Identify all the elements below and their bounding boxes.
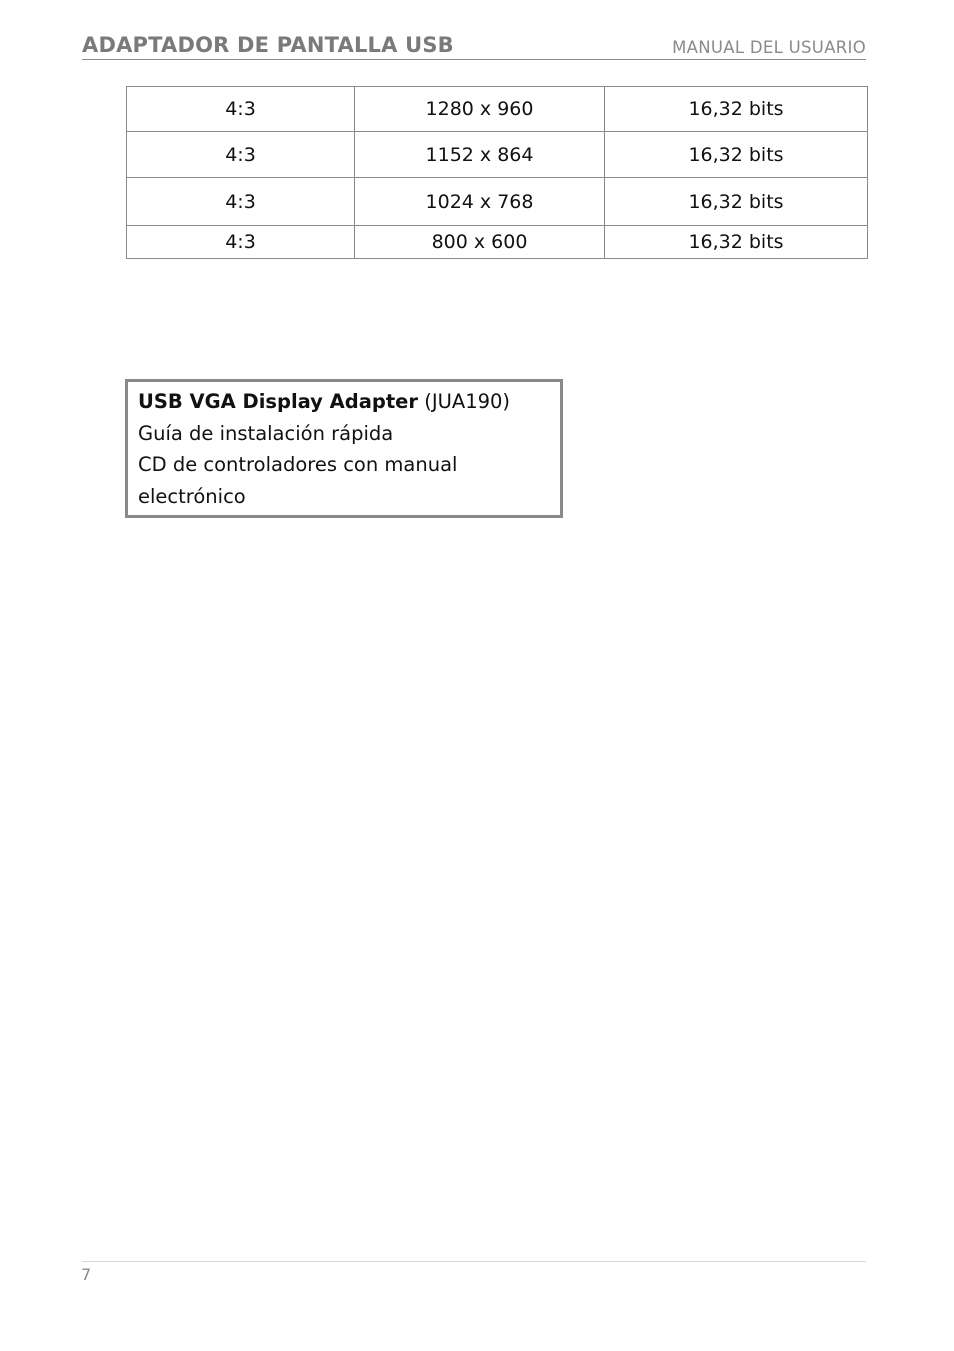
product-code: (JUA190) [424,390,511,413]
package-item: Guía de instalación rápida [138,421,394,445]
color-depth-cell: 16,32 bits [605,132,868,178]
aspect-ratio-cell: 4:3 [127,87,355,132]
resolution-cell: 1024 x 768 [355,178,605,226]
table-row [127,178,868,226]
product-name: USB VGA Display Adapter [138,390,419,413]
table-row [127,87,868,132]
footer-divider [82,1261,866,1262]
resolution-cell: 1280 x 960 [355,87,605,132]
resolution-cell: 800 x 600 [355,226,605,259]
table-row [127,132,868,178]
document-subtitle: MANUAL DEL USUARIO [672,38,866,57]
page-header [82,30,866,60]
package-item: CD de controladores con manual [138,453,458,476]
aspect-ratio-cell: 4:3 [127,132,355,178]
page-number: 7 [81,1265,92,1284]
document-title: ADAPTADOR DE PANTALLA USB [82,33,454,57]
resolution-table [126,86,868,259]
aspect-ratio-cell: 4:3 [127,178,355,226]
resolution-cell: 1152 x 864 [355,132,605,178]
package-item: electrónico [138,484,246,508]
package-product-line [138,386,550,418]
aspect-ratio-cell: 4:3 [127,226,355,259]
table-row [127,226,868,259]
package-contents-box [125,379,563,518]
color-depth-cell: 16,32 bits [605,226,868,259]
color-depth-cell: 16,32 bits [605,178,868,226]
color-depth-cell: 16,32 bits [605,87,868,132]
